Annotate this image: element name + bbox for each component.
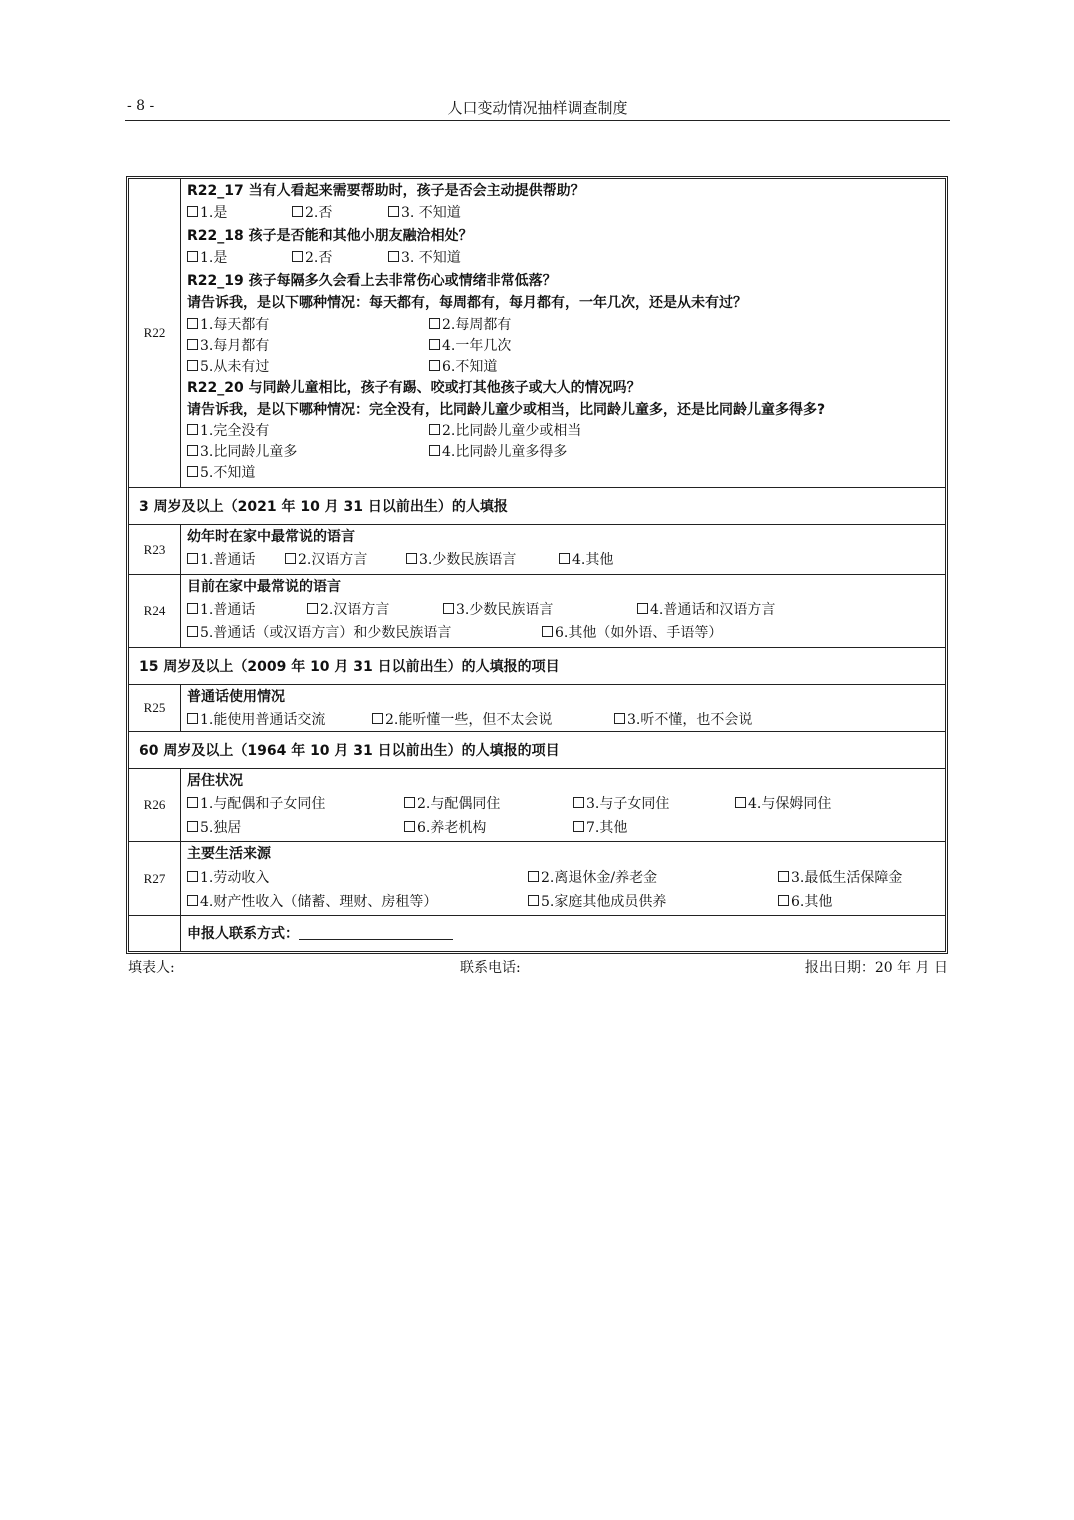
checkbox-option[interactable]: 1.每天都有	[187, 315, 269, 335]
question-r22-18: R22_18 孩子是否能和其他小朋友融洽相处？	[187, 228, 473, 244]
row-code: R27	[129, 842, 181, 915]
checkbox-icon[interactable]	[187, 445, 198, 456]
checkbox-icon[interactable]	[187, 360, 198, 371]
row-r24	[129, 575, 945, 648]
checkbox-icon[interactable]	[307, 603, 318, 614]
checkbox-icon[interactable]	[372, 713, 383, 724]
checkbox-icon[interactable]	[187, 713, 198, 724]
question-r22-20: R22_20 与同龄儿童相比，孩子有踢、咬或打其他孩子或大人的情况吗？	[187, 380, 641, 396]
contact-label: 申报人联系方式：	[187, 926, 299, 942]
checkbox-option[interactable]: 3.最低生活保障金	[778, 868, 902, 888]
checkbox-icon[interactable]	[443, 603, 454, 614]
checkbox-option[interactable]: 1.与配偶和子女同住	[187, 794, 325, 814]
checkbox-option[interactable]: 5.从未有过	[187, 357, 269, 377]
question-r27: 主要生活来源	[187, 846, 271, 862]
checkbox-icon[interactable]	[429, 445, 440, 456]
checkbox-icon[interactable]	[187, 603, 198, 614]
question-r23: 幼年时在家中最常说的语言	[187, 529, 355, 545]
question-r22-19: R22_19 孩子每隔多久会看上去非常伤心或情绪非常低落？	[187, 273, 557, 289]
checkbox-option[interactable]: 2.离退休金/养老金	[528, 868, 657, 888]
checkbox-icon[interactable]	[573, 821, 584, 832]
checkbox-option[interactable]: 3. 不知道	[388, 203, 461, 223]
row-content	[187, 923, 941, 943]
checkbox-option[interactable]: 2.否	[292, 248, 332, 268]
checkbox-option[interactable]: 3. 不知道	[388, 248, 461, 268]
checkbox-icon[interactable]	[187, 895, 198, 906]
survey-form	[126, 176, 948, 954]
document-title: 人口变动情况抽样调查制度	[447, 99, 628, 117]
row-code: R22	[129, 179, 181, 487]
checkbox-option[interactable]: 1.是	[187, 203, 227, 223]
checkbox-option[interactable]: 3.听不懂，也不会说	[614, 710, 752, 730]
checkbox-icon[interactable]	[187, 821, 198, 832]
checkbox-option[interactable]: 1.能使用普通话交流	[187, 710, 325, 730]
checkbox-icon[interactable]	[292, 251, 303, 262]
checkbox-option[interactable]: 2.否	[292, 203, 332, 223]
form-footer	[128, 957, 948, 977]
checkbox-icon[interactable]	[778, 895, 789, 906]
checkbox-option[interactable]: 3.每月都有	[187, 336, 269, 356]
checkbox-option[interactable]: 6.其他（如外语、手语等）	[542, 623, 722, 643]
checkbox-option[interactable]: 6.其他	[778, 892, 832, 912]
checkbox-icon[interactable]	[735, 797, 746, 808]
checkbox-icon[interactable]	[429, 339, 440, 350]
checkbox-option[interactable]: 2.汉语方言	[285, 550, 367, 570]
checkbox-icon[interactable]	[187, 424, 198, 435]
contact-input[interactable]	[299, 925, 453, 940]
checkbox-option[interactable]: 5.不知道	[187, 463, 255, 483]
checkbox-icon[interactable]	[429, 424, 440, 435]
section-header-15-years	[129, 648, 945, 685]
checkbox-option[interactable]: 6.养老机构	[404, 818, 486, 838]
row-r25	[129, 685, 945, 732]
checkbox-icon[interactable]	[637, 603, 648, 614]
checkbox-icon[interactable]	[528, 895, 539, 906]
checkbox-icon[interactable]	[528, 871, 539, 882]
filler-label: 填表人:	[128, 960, 175, 976]
checkbox-icon[interactable]	[187, 466, 198, 477]
checkbox-option[interactable]: 3.少数民族语言	[406, 550, 516, 570]
checkbox-option[interactable]: 5.独居	[187, 818, 241, 838]
checkbox-option[interactable]: 5.家庭其他成员供养	[528, 892, 666, 912]
question-prompt: 请告诉我，是以下哪种情况：完全没有，比同龄儿童少或相当，比同龄儿童多，还是比同龄儿童多得多?	[187, 402, 826, 418]
checkbox-option[interactable]: 7.其他	[573, 818, 627, 838]
checkbox-option[interactable]: 3.比同龄儿童多	[187, 442, 297, 462]
checkbox-icon[interactable]	[404, 797, 415, 808]
checkbox-option[interactable]: 2.每周都有	[429, 315, 511, 335]
section-header-60-years	[129, 732, 945, 769]
checkbox-option[interactable]: 4.与保姆同住	[735, 794, 831, 814]
checkbox-option[interactable]: 4.比同龄儿童多得多	[429, 442, 567, 462]
checkbox-icon[interactable]	[778, 871, 789, 882]
checkbox-icon[interactable]	[187, 797, 198, 808]
question-r24: 目前在家中最常说的语言	[187, 579, 341, 595]
row-code: R26	[129, 769, 181, 841]
checkbox-icon[interactable]	[187, 626, 198, 637]
checkbox-option[interactable]: 1.是	[187, 248, 227, 268]
checkbox-option[interactable]: 4.其他	[559, 550, 613, 570]
checkbox-icon[interactable]	[187, 871, 198, 882]
checkbox-option[interactable]: 2.汉语方言	[307, 600, 389, 620]
checkbox-icon[interactable]	[187, 318, 198, 329]
row-r27	[129, 842, 945, 916]
checkbox-option[interactable]: 2.比同龄儿童少或相当	[429, 421, 581, 441]
checkbox-icon[interactable]	[187, 553, 198, 564]
checkbox-option[interactable]: 4.一年几次	[429, 336, 511, 356]
checkbox-option[interactable]: 5.普通话（或汉语方言）和少数民族语言	[187, 623, 451, 643]
checkbox-option[interactable]: 1.完全没有	[187, 421, 269, 441]
checkbox-icon[interactable]	[285, 553, 296, 564]
checkbox-icon[interactable]	[559, 553, 570, 564]
checkbox-icon[interactable]	[388, 251, 399, 262]
checkbox-icon[interactable]	[542, 626, 553, 637]
row-code: R23	[129, 525, 181, 574]
checkbox-option[interactable]: 1.普通话	[187, 550, 255, 570]
page-number: - 8 -	[127, 98, 155, 114]
checkbox-option[interactable]: 1.劳动收入	[187, 868, 269, 888]
section-title: 3 周岁及以上（2021 年 10 月 31 日以前出生）的人填报	[139, 499, 508, 515]
question-prompt: 请告诉我，是以下哪种情况：每天都有，每周都有，每月都有，一年几次，还是从未有过？	[187, 295, 747, 311]
checkbox-icon[interactable]	[388, 206, 399, 217]
checkbox-icon[interactable]	[614, 713, 625, 724]
checkbox-option[interactable]: 6.不知道	[429, 357, 497, 377]
checkbox-icon[interactable]	[573, 797, 584, 808]
checkbox-option[interactable]: 3.与子女同住	[573, 794, 669, 814]
row-r26	[129, 769, 945, 842]
row-contact	[129, 916, 945, 951]
question-r22-17: R22_17 当有人看起来需要帮助时，孩子是否会主动提供帮助？	[187, 183, 585, 199]
checkbox-option[interactable]: 2.与配偶同住	[404, 794, 500, 814]
checkbox-icon[interactable]	[292, 206, 303, 217]
report-date-label: 报出日期：20 年 月 日	[804, 960, 948, 976]
row-code: R25	[129, 685, 181, 731]
checkbox-icon[interactable]	[429, 318, 440, 329]
row-code-empty	[129, 916, 181, 951]
checkbox-icon[interactable]	[404, 821, 415, 832]
checkbox-icon[interactable]	[187, 251, 198, 262]
checkbox-icon[interactable]	[187, 206, 198, 217]
phone-label: 联系电话:	[460, 960, 521, 976]
section-title: 15 周岁及以上（2009 年 10 月 31 日以前出生）的人填报的项目	[139, 659, 560, 675]
question-r26: 居住状况	[187, 773, 243, 789]
row-r23	[129, 525, 945, 575]
section-header-3-years	[129, 488, 945, 525]
section-title: 60 周岁及以上（1964 年 10 月 31 日以前出生）的人填报的项目	[139, 743, 560, 759]
checkbox-option[interactable]: 1.普通话	[187, 600, 255, 620]
row-code: R24	[129, 575, 181, 647]
checkbox-option[interactable]: 2.能听懂一些，但不太会说	[372, 710, 552, 730]
checkbox-option[interactable]: 4.普通话和汉语方言	[637, 600, 775, 620]
question-r25: 普通话使用情况	[187, 689, 285, 705]
checkbox-icon[interactable]	[429, 360, 440, 371]
checkbox-icon[interactable]	[187, 339, 198, 350]
checkbox-icon[interactable]	[406, 553, 417, 564]
checkbox-option[interactable]: 4.财产性收入（储蓄、理财、房租等）	[187, 892, 437, 912]
page-header	[125, 96, 950, 121]
row-r22	[129, 179, 945, 488]
checkbox-option[interactable]: 3.少数民族语言	[443, 600, 553, 620]
